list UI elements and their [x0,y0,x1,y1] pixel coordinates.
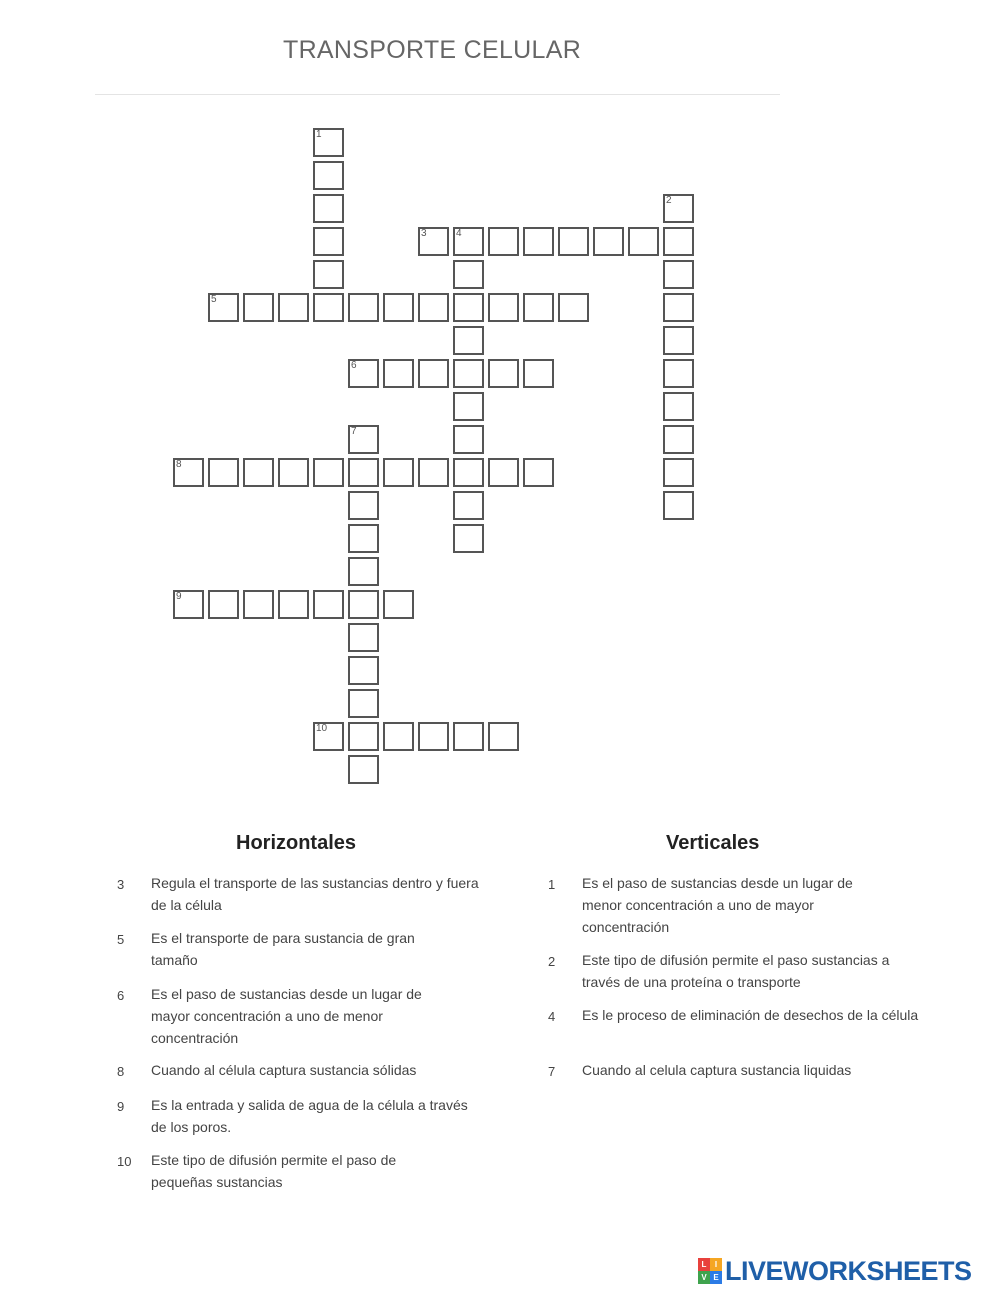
clue-text: Es el paso de sustancias desde un lugar de mayor concentración a uno de menor concentración [151,986,422,1046]
clue-text: Regula el transporte de las sustancias dentro y fuera de la célula [151,875,479,913]
crossword-cell[interactable] [453,722,484,751]
clue-number: 9 [117,1099,125,1114]
crossword-cell[interactable] [663,227,694,256]
crossword-clue-number: 4 [456,228,462,239]
clue-text: Es le proceso de eliminación de desechos de la célula [582,1007,919,1023]
crossword-cell[interactable] [243,590,274,619]
crossword-cell[interactable] [663,293,694,322]
clue-across-5 [117,927,461,971]
horizontales-title: Horizontales [236,832,357,854]
clue-text: Este tipo de difusión permite el paso de pequeñas sustancias [151,1152,397,1190]
crossword-cell[interactable] [173,590,204,619]
crossword-cell[interactable] [453,260,484,289]
crossword-cell[interactable] [313,128,344,157]
clue-number: 8 [117,1064,125,1079]
crossword-clue-number: 2 [666,195,672,206]
crossword-cell[interactable] [348,590,379,619]
crossword-cell[interactable] [523,359,554,388]
verticales-title: Verticales [666,832,760,854]
crossword-cell[interactable] [278,590,309,619]
crossword-clue-number: 8 [176,459,182,470]
crossword-cell[interactable] [348,359,379,388]
crossword-cell[interactable] [348,524,379,553]
crossword-cell[interactable] [663,194,694,223]
crossword-cell[interactable] [348,656,379,685]
crossword-cell[interactable] [523,458,554,487]
crossword-cell[interactable] [348,722,379,751]
clue-text: Es la entrada y salida de agua de la célula a través de los poros. [151,1097,468,1135]
crossword-cell[interactable] [313,458,344,487]
crossword-cell[interactable] [313,293,344,322]
crossword-cell[interactable] [348,755,379,784]
crossword-cell[interactable] [523,227,554,256]
crossword-cell[interactable] [278,458,309,487]
crossword-cell[interactable] [313,161,344,190]
crossword-cell[interactable] [313,194,344,223]
crossword-cell[interactable] [663,260,694,289]
crossword-clue-number: 5 [211,294,217,305]
crossword-cell[interactable] [453,326,484,355]
crossword-cell[interactable] [348,293,379,322]
clue-number: 10 [117,1154,132,1169]
clue-text: Es el paso de sustancias desde un lugar de menor concentración a uno de mayor concentración [582,875,853,935]
crossword-cell[interactable] [488,227,519,256]
crossword-cell[interactable] [348,425,379,454]
crossword-cell[interactable] [383,359,414,388]
crossword-cell[interactable] [418,722,449,751]
clue-number: 3 [117,877,125,892]
crossword-cell[interactable] [418,227,449,256]
crossword-cell[interactable] [383,458,414,487]
logo-letter-e: E [710,1271,722,1284]
crossword-cell[interactable] [663,491,694,520]
crossword-clue-number: 3 [421,228,427,239]
crossword-cell[interactable] [523,293,554,322]
crossword-cell[interactable] [453,425,484,454]
crossword-cell[interactable] [558,227,589,256]
clue-number: 7 [548,1064,556,1079]
clue-across-3 [117,872,481,916]
crossword-cell[interactable] [313,722,344,751]
crossword-cell[interactable] [453,293,484,322]
crossword-cell[interactable] [383,293,414,322]
crossword-cell[interactable] [453,458,484,487]
clue-number: 2 [548,954,556,969]
crossword-cell[interactable] [418,359,449,388]
logo-letter-l: L [698,1258,710,1271]
logo-letter-v: V [698,1271,710,1284]
crossword-cell[interactable] [663,359,694,388]
crossword-cell[interactable] [348,458,379,487]
crossword-cell[interactable] [488,293,519,322]
crossword-clue-number: 7 [351,426,357,437]
crossword-cell[interactable] [453,491,484,520]
clue-down-1 [548,872,887,938]
clue-down-4 [548,1004,922,1026]
page-title: TRANSPORTE CELULAR [283,36,582,64]
crossword-clue-number: 9 [176,591,182,602]
liveworksheets-logo [698,1256,972,1286]
crossword-cell[interactable] [348,491,379,520]
clue-across-8 [117,1059,481,1081]
crossword-cell[interactable] [593,227,624,256]
crossword-cell[interactable] [453,524,484,553]
crossword-cell[interactable] [243,458,274,487]
crossword-cell[interactable] [383,722,414,751]
crossword-cell[interactable] [453,392,484,421]
crossword-cell[interactable] [488,458,519,487]
crossword-cell[interactable] [418,293,449,322]
crossword-cell[interactable] [453,359,484,388]
clue-across-6 [117,983,461,1049]
crossword-cell[interactable] [663,458,694,487]
crossword-clue-number: 6 [351,360,357,371]
crossword-cell[interactable] [418,458,449,487]
clue-number: 4 [548,1009,556,1024]
crossword-cell[interactable] [278,293,309,322]
clue-number: 1 [548,877,556,892]
crossword-cell[interactable] [208,458,239,487]
clue-down-7 [548,1059,922,1081]
clue-across-10 [117,1149,441,1193]
crossword-cell[interactable] [383,590,414,619]
crossword-cell[interactable] [348,689,379,718]
crossword-cell[interactable] [663,326,694,355]
crossword-cell[interactable] [488,359,519,388]
clue-text: Este tipo de difusión permite el paso sustancias a través de una proteína o transporte [582,952,890,990]
crossword-cell[interactable] [313,260,344,289]
crossword-cell[interactable] [313,590,344,619]
clue-text: Cuando al celula captura sustancia liquidas [582,1062,852,1078]
crossword-cell[interactable] [453,227,484,256]
crossword-cell[interactable] [173,458,204,487]
logo-letter-i: I [710,1258,722,1271]
clue-number: 5 [117,932,125,947]
crossword-cell[interactable] [313,227,344,256]
crossword-cell[interactable] [208,590,239,619]
crossword-cell[interactable] [208,293,239,322]
liveworksheets-logo-text: LIVEWORKSHEETS [725,1255,972,1286]
clue-down-2 [548,949,922,993]
crossword-cell[interactable] [243,293,274,322]
liveworksheets-logo-icon [698,1258,722,1284]
crossword-cell[interactable] [628,227,659,256]
crossword-cell[interactable] [663,425,694,454]
clue-across-9 [117,1094,471,1138]
crossword-cell[interactable] [663,392,694,421]
crossword-clue-number: 1 [316,129,322,140]
clue-text: Cuando al célula captura sustancia sólidas [151,1062,417,1078]
crossword-cell[interactable] [488,722,519,751]
crossword-clue-number: 10 [316,723,328,734]
crossword-cell[interactable] [348,557,379,586]
clue-text: Es el transporte de para sustancia de gran tamaño [151,930,415,968]
clue-number: 6 [117,988,125,1003]
crossword-cell[interactable] [558,293,589,322]
crossword-cell[interactable] [348,623,379,652]
